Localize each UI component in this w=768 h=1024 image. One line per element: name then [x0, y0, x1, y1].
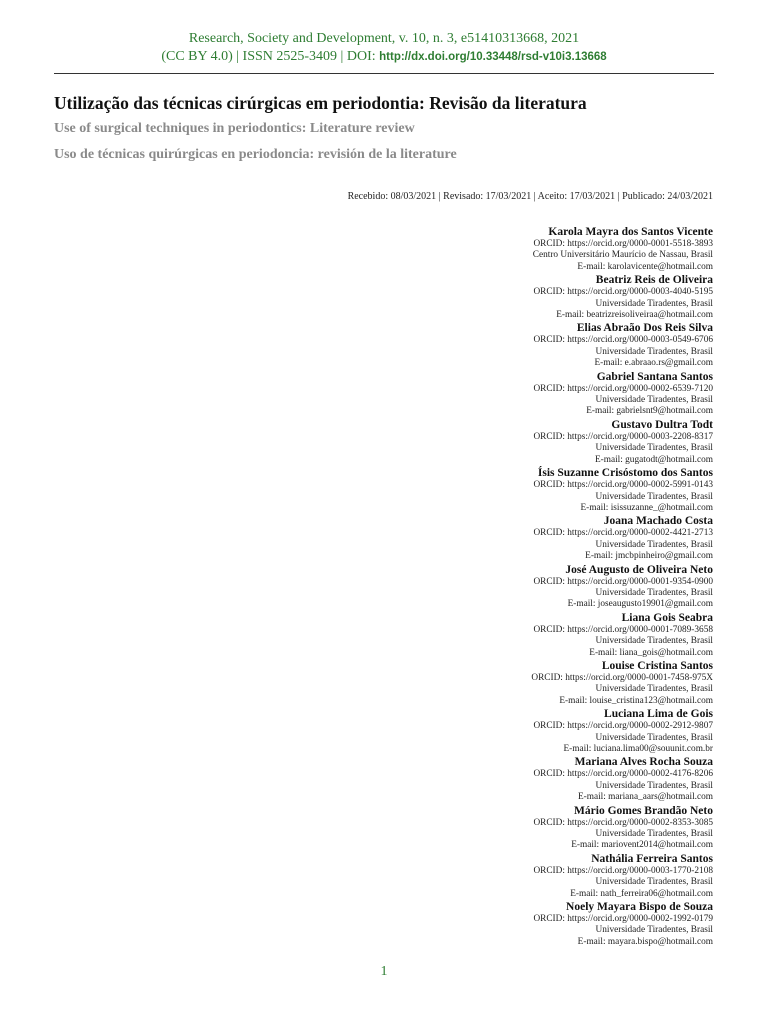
author-entry [293, 852, 713, 900]
license-issn-doi-line [0, 48, 768, 66]
author-entry [293, 225, 713, 273]
author-entry [293, 466, 713, 514]
author-affiliation: Universidade Tiradentes, Brasil [595, 539, 713, 550]
author-name: Gabriel Santana Santos [596, 370, 713, 383]
page-number: 1 [380, 964, 388, 979]
author-orcid[interactable]: ORCID: https://orcid.org/0000-0001-9354-0900 [533, 576, 713, 587]
author-email[interactable]: E-mail: beatrizreisoliveiraa@hotmail.com [556, 310, 713, 321]
author-email[interactable]: E-mail: mariana_aars@hotmail.com [577, 792, 713, 803]
author-entry [293, 370, 713, 418]
author-name: Nathália Ferreira Santos [591, 852, 713, 865]
author-email[interactable]: E-mail: karolavicente@hotmail.com [577, 261, 713, 272]
author-name: Liana Gois Seabra [621, 611, 713, 624]
author-affiliation: Universidade Tiradentes, Brasil [595, 780, 713, 791]
author-entry [293, 900, 713, 948]
author-orcid[interactable]: ORCID: https://orcid.org/0000-0002-4176-8206 [533, 769, 713, 780]
author-entry [293, 707, 713, 755]
author-entry [293, 273, 713, 321]
author-orcid[interactable]: ORCID: https://orcid.org/0000-0002-5991-0143 [533, 480, 713, 491]
author-affiliation: Universidade Tiradentes, Brasil [595, 925, 713, 936]
author-entry [293, 563, 713, 611]
author-email[interactable]: E-mail: nath_ferreira06@hotmail.com [570, 888, 713, 899]
author-entry [293, 514, 713, 562]
author-entry [293, 804, 713, 852]
author-orcid[interactable]: ORCID: https://orcid.org/0000-0002-6539-7120 [533, 383, 713, 394]
author-name: Beatriz Reis de Oliveira [595, 274, 713, 287]
author-name: Joana Machado Costa [603, 515, 713, 528]
author-affiliation: Universidade Tiradentes, Brasil [595, 395, 713, 406]
author-entry [293, 755, 713, 803]
title-english: Use of surgical techniques in periodontics: Literature review [54, 121, 415, 136]
author-email[interactable]: E-mail: gugatodt@hotmail.com [594, 454, 713, 465]
author-affiliation: Universidade Tiradentes, Brasil [595, 491, 713, 502]
author-email[interactable]: E-mail: mayara.bispo@hotmail.com [577, 936, 713, 947]
author-orcid[interactable]: ORCID: https://orcid.org/0000-0003-1770-2108 [533, 865, 713, 876]
license-issn-text: (CC BY 4.0) | ISSN 2525-3409 | DOI: [161, 49, 380, 64]
author-email[interactable]: E-mail: louise_cristina123@hotmail.com [559, 695, 713, 706]
author-name: Karola Mayra dos Santos Vicente [548, 226, 713, 238]
journal-citation: Research, Society and Development, v. 10, n. 3, e51410313668, 2021 [188, 31, 580, 46]
author-affiliation: Universidade Tiradentes, Brasil [595, 732, 713, 743]
author-email[interactable]: E-mail: isissuzanne_@hotmail.com [580, 502, 713, 513]
author-orcid[interactable]: ORCID: https://orcid.org/0000-0001-7458-975X [531, 672, 713, 683]
author-name: José Augusto de Oliveira Neto [565, 563, 713, 576]
author-orcid[interactable]: ORCID: https://orcid.org/0000-0003-4040-5195 [533, 287, 713, 298]
author-name: Louise Cristina Santos [601, 659, 713, 672]
author-entry [293, 321, 713, 369]
author-affiliation: Universidade Tiradentes, Brasil [595, 636, 713, 647]
author-affiliation: Universidade Tiradentes, Brasil [595, 877, 713, 888]
author-orcid[interactable]: ORCID: https://orcid.org/0000-0002-4421-2713 [533, 528, 713, 539]
submission-dates: Recebido: 08/03/2021 | Revisado: 17/03/2021 | Aceito: 17/03/2021 | Publicado: 24/03/2021 [347, 191, 713, 202]
doi-link[interactable]: http://dx.doi.org/10.33448/rsd-v10i3.13668 [379, 51, 607, 63]
title-portuguese: Utilização das técnicas cirúrgicas em periodontia: Revisão da literatura [54, 93, 587, 113]
author-affiliation: Centro Universitário Maurício de Nassau, Brasil [532, 250, 713, 261]
author-email[interactable]: E-mail: e.abraao.rs@gmail.com [594, 358, 713, 369]
author-orcid[interactable]: ORCID: https://orcid.org/0000-0001-7089-3658 [533, 624, 713, 635]
author-email[interactable]: E-mail: liana_gois@hotmail.com [589, 647, 713, 658]
author-name: Luciana Lima de Gois [604, 708, 713, 721]
title-spanish: Uso de técnicas quirúrgicas en periodoncia: revisión de la literature [54, 147, 457, 162]
author-affiliation: Universidade Tiradentes, Brasil [595, 346, 713, 357]
author-orcid[interactable]: ORCID: https://orcid.org/0000-0002-8353-3085 [533, 817, 713, 828]
author-email[interactable]: E-mail: gabrielsnt9@hotmail.com [586, 406, 713, 417]
author-email[interactable]: E-mail: jmcbpinheiro@gmail.com [585, 551, 713, 562]
author-email[interactable]: E-mail: luciana.lima00@souunit.com.br [563, 744, 713, 754]
author-orcid[interactable]: ORCID: https://orcid.org/0000-0003-0549-6706 [533, 335, 713, 346]
author-affiliation: Universidade Tiradentes, Brasil [595, 298, 713, 309]
author-email[interactable]: E-mail: joseaugusto19901@gmail.com [567, 599, 713, 610]
author-orcid[interactable]: ORCID: https://orcid.org/0000-0003-2208-8317 [533, 431, 713, 442]
author-orcid[interactable]: ORCID: https://orcid.org/0000-0001-5518-3893 [533, 239, 713, 249]
author-name: Mário Gomes Brandão Neto [574, 804, 713, 817]
author-entry [293, 659, 713, 707]
author-name: Gustavo Dultra Todt [611, 418, 713, 431]
author-orcid[interactable]: ORCID: https://orcid.org/0000-0002-1992-0179 [533, 914, 713, 925]
author-email[interactable]: E-mail: mariovent2014@hotmail.com [571, 840, 713, 851]
journal-header [0, 30, 768, 66]
author-name: Noely Mayara Bispo de Souza [566, 901, 713, 914]
author-affiliation: Universidade Tiradentes, Brasil [595, 443, 713, 454]
author-affiliation: Universidade Tiradentes, Brasil [595, 684, 713, 695]
author-name: Ísis Suzanne Crisóstomo dos Santos [537, 467, 713, 480]
author-orcid[interactable]: ORCID: https://orcid.org/0000-0002-2912-9807 [533, 721, 713, 732]
author-affiliation: Universidade Tiradentes, Brasil [595, 829, 713, 840]
author-affiliation: Universidade Tiradentes, Brasil [595, 587, 713, 598]
author-list [293, 225, 713, 948]
header-divider [54, 73, 714, 74]
author-name: Elias Abraão Dos Reis Silva [576, 322, 713, 335]
author-name: Mariana Alves Rocha Souza [574, 756, 713, 769]
author-entry [293, 418, 713, 466]
author-entry [293, 611, 713, 659]
